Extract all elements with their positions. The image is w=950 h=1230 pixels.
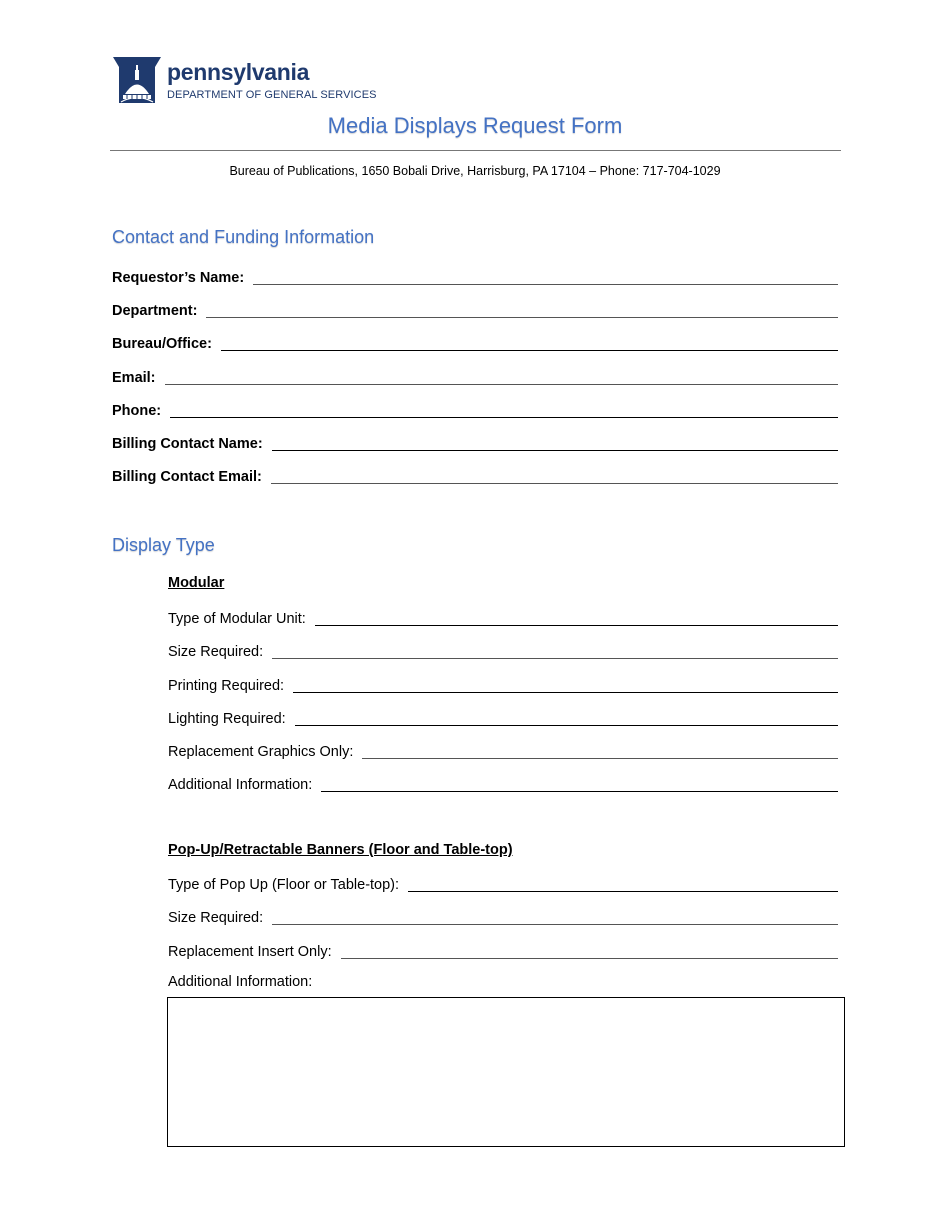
modular-size-field[interactable] (168, 639, 838, 661)
modular-unit-type-label: Type of Modular Unit: (168, 611, 306, 627)
phone-label: Phone: (112, 403, 162, 419)
popup-type-input[interactable] (408, 891, 838, 892)
form-title: Media Displays Request Form (327, 113, 623, 138)
popup-size-field[interactable] (168, 905, 838, 927)
printing-required-label: Printing Required: (168, 678, 285, 694)
phone-input[interactable] (170, 417, 838, 418)
modular-additional-info-input[interactable] (321, 791, 838, 792)
replacement-insert-field[interactable] (168, 939, 838, 961)
popup-type-label: Type of Pop Up (Floor or Table-top): (168, 877, 400, 893)
popup-size-input[interactable] (272, 924, 838, 925)
billing-contact-email-field[interactable] (112, 464, 838, 486)
modular-unit-type-field[interactable] (168, 606, 838, 628)
lighting-required-field[interactable] (168, 706, 838, 728)
department-field[interactable] (112, 298, 838, 320)
email-label: Email: (112, 370, 156, 386)
bureau-office-field[interactable] (112, 331, 838, 353)
billing-contact-email-input[interactable] (271, 483, 838, 484)
popup-type-field[interactable] (168, 872, 838, 894)
replacement-insert-input[interactable] (341, 958, 838, 959)
pennsylvania-dgs-logo (111, 55, 377, 107)
lighting-required-input[interactable] (295, 725, 838, 726)
modular-size-label: Size Required: (168, 644, 264, 660)
billing-contact-name-label: Billing Contact Name: (112, 436, 263, 452)
bureau-office-label: Bureau/Office: (112, 336, 212, 352)
printing-required-field[interactable] (168, 673, 838, 695)
display-type-heading: Display Type (112, 535, 215, 555)
phone-field[interactable] (112, 398, 838, 420)
popup-additional-info-textbox[interactable] (167, 997, 845, 1147)
popup-size-label: Size Required: (168, 910, 264, 926)
department-input[interactable] (206, 317, 838, 318)
modular-heading: Modular (168, 575, 225, 591)
email-input[interactable] (165, 384, 838, 385)
modular-size-input[interactable] (272, 658, 838, 659)
replacement-graphics-label: Replacement Graphics Only: (168, 744, 354, 760)
billing-contact-name-field[interactable] (112, 431, 838, 453)
replacement-graphics-field[interactable] (168, 739, 838, 761)
popup-banners-heading: Pop-Up/Retractable Banners (Floor and Table-top) (168, 842, 513, 858)
modular-additional-info-field[interactable] (168, 772, 838, 794)
modular-additional-info-label: Additional Information: (168, 777, 313, 793)
header-divider (110, 150, 841, 151)
modular-unit-type-input[interactable] (315, 625, 838, 626)
requestor-name-label: Requestor’s Name: (112, 270, 245, 286)
requestor-name-input[interactable] (253, 284, 838, 285)
department-label: Department: (112, 303, 198, 319)
replacement-graphics-input[interactable] (362, 758, 838, 759)
billing-contact-name-input[interactable] (272, 450, 838, 451)
logo-department: DEPARTMENT OF GENERAL SERVICES (167, 89, 377, 101)
printing-required-input[interactable] (293, 692, 838, 693)
requestor-name-field[interactable] (112, 265, 838, 287)
bureau-address: Bureau of Publications, 1650 Bobali Drive, Harrisburg, PA 17104 – Phone: 717-704-1029 (229, 164, 721, 178)
replacement-insert-label: Replacement Insert Only: (168, 944, 332, 960)
popup-additional-info-label: Additional Information: (168, 974, 313, 990)
capitol-keystone-icon (111, 55, 163, 105)
lighting-required-label: Lighting Required: (168, 711, 286, 727)
billing-contact-email-label: Billing Contact Email: (112, 469, 262, 485)
bureau-office-input[interactable] (221, 350, 838, 351)
contact-section-heading: Contact and Funding Information (112, 227, 375, 247)
logo-name: pennsylvania (167, 59, 310, 85)
email-field[interactable] (112, 365, 838, 387)
